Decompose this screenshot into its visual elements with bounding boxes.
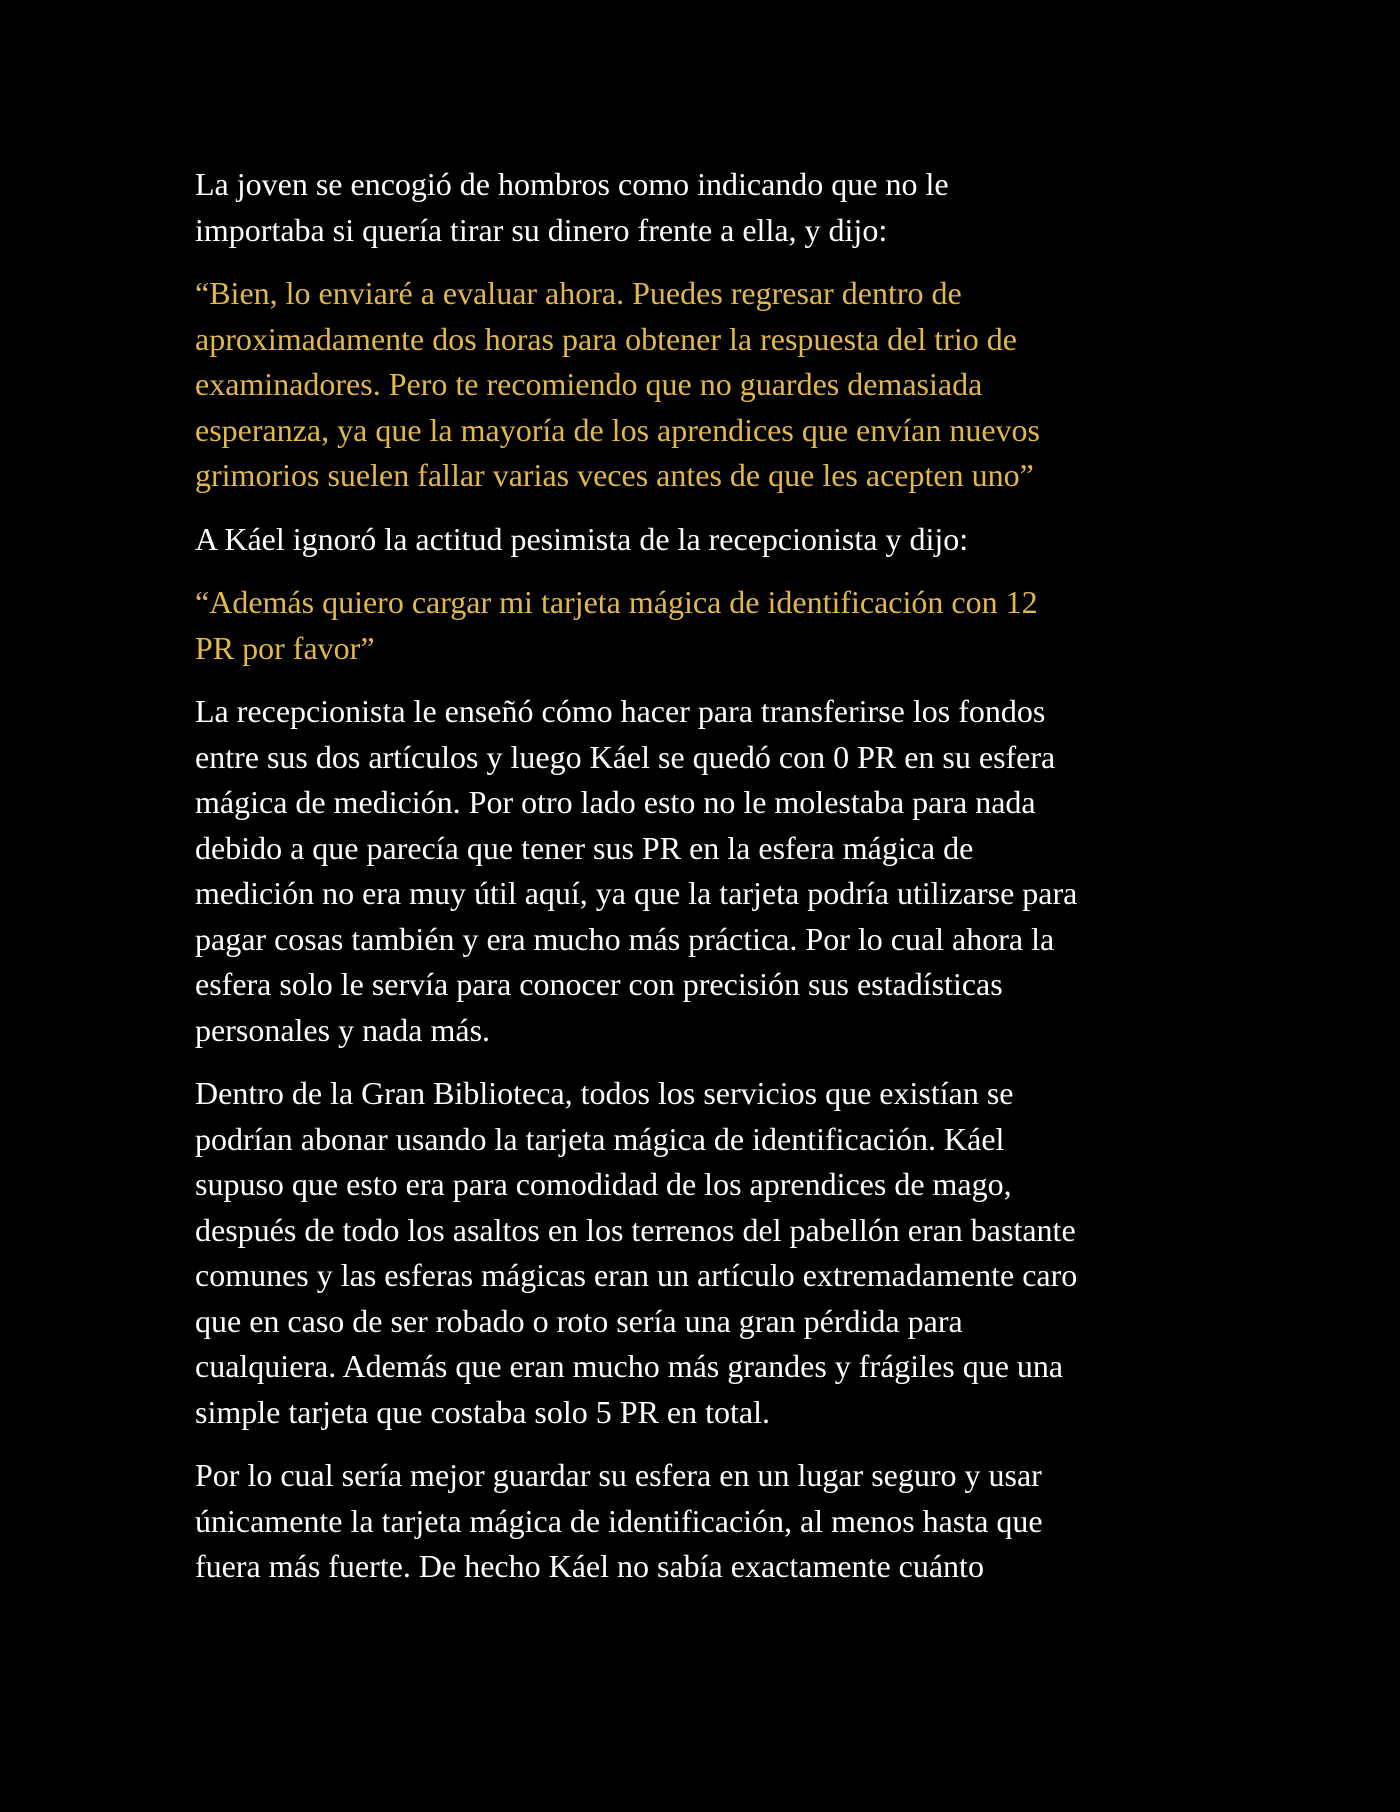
text-line: La joven se encogió de hombros como indicando que no le [195,166,949,202]
text-line: importaba si quería tirar su dinero frente a ella, y dijo: [195,211,888,248]
text-line: grimorios suelen fallar varias veces antes de que les acepten uno” [195,457,1034,493]
text-line: comunes y las esferas mágicas eran un artículo extremadamente caro [195,1257,1078,1293]
text-line: supuso que esto era para comodidad de los aprendices de mago, [195,1166,1012,1202]
text-line: medición no era muy útil aquí, ya que la tarjeta podría utilizarse para [195,875,1078,911]
paragraph-dialogue [195,580,1215,671]
text-line: que en caso de ser robado o roto sería una gran pérdida para [195,1302,963,1339]
text-line: Dentro de la Gran Biblioteca, todos los servicios que existían se [195,1075,1014,1111]
text-line: La recepcionista le enseñó cómo hacer para transferirse los fondos [195,693,1046,729]
text-line: esfera solo le servía para conocer con precisión sus estadísticas [195,966,1003,1002]
text-line: pagar cosas también y era mucho más práctica. Por lo cual ahora la [195,920,1055,957]
document-page [195,162,1215,1608]
text-line: fuera más fuerte. De hecho Káel no sabía exactamente cuánto [195,1548,984,1584]
text-line: podrían abonar usando la tarjeta mágica de identificación. Káel [195,1120,1005,1157]
text-line: simple tarjeta que costaba solo 5 PR en total. [195,1393,770,1430]
text-line: después de todo los asaltos en los terrenos del pabellón eran bastante [195,1211,1076,1248]
text-line: mágica de medición. Por otro lado esto no le molestaba para nada [195,784,1036,820]
text-line: debido a que parecía que tener sus PR en la esfera mágica de [195,829,974,866]
text-line: personales y nada más. [195,1011,491,1048]
text-line: únicamente la tarjeta mágica de identificación, al menos hasta que [195,1502,1043,1539]
paragraph-narration [195,1071,1215,1435]
paragraph-narration [195,162,1215,253]
text-line: PR por favor” [195,629,375,666]
text-line: esperanza, ya que la mayoría de los aprendices que envían nuevos [195,411,1040,448]
paragraph-narration [195,1453,1215,1590]
paragraph-narration [195,517,1215,563]
text-line: “Bien, lo enviaré a evaluar ahora. Puedes regresar dentro de [195,275,962,311]
text-line: aproximadamente dos horas para obtener la respuesta del trio de [195,320,1017,357]
text-line: A Káel ignoró la actitud pesimista de la recepcionista y dijo: [195,520,969,557]
text-line: Por lo cual sería mejor guardar su esfera en un lugar seguro y usar [195,1457,1042,1493]
text-line: entre sus dos artículos y luego Káel se quedó con 0 PR en su esfera [195,738,1056,775]
text-line: cualquiera. Además que eran mucho más grandes y frágiles que una [195,1348,1064,1384]
paragraph-narration [195,689,1215,1053]
text-line: examinadores. Pero te recomiendo que no guardes demasiada [195,366,983,402]
paragraph-dialogue [195,271,1215,499]
text-line: “Además quiero cargar mi tarjeta mágica de identificación con 12 [195,584,1038,620]
